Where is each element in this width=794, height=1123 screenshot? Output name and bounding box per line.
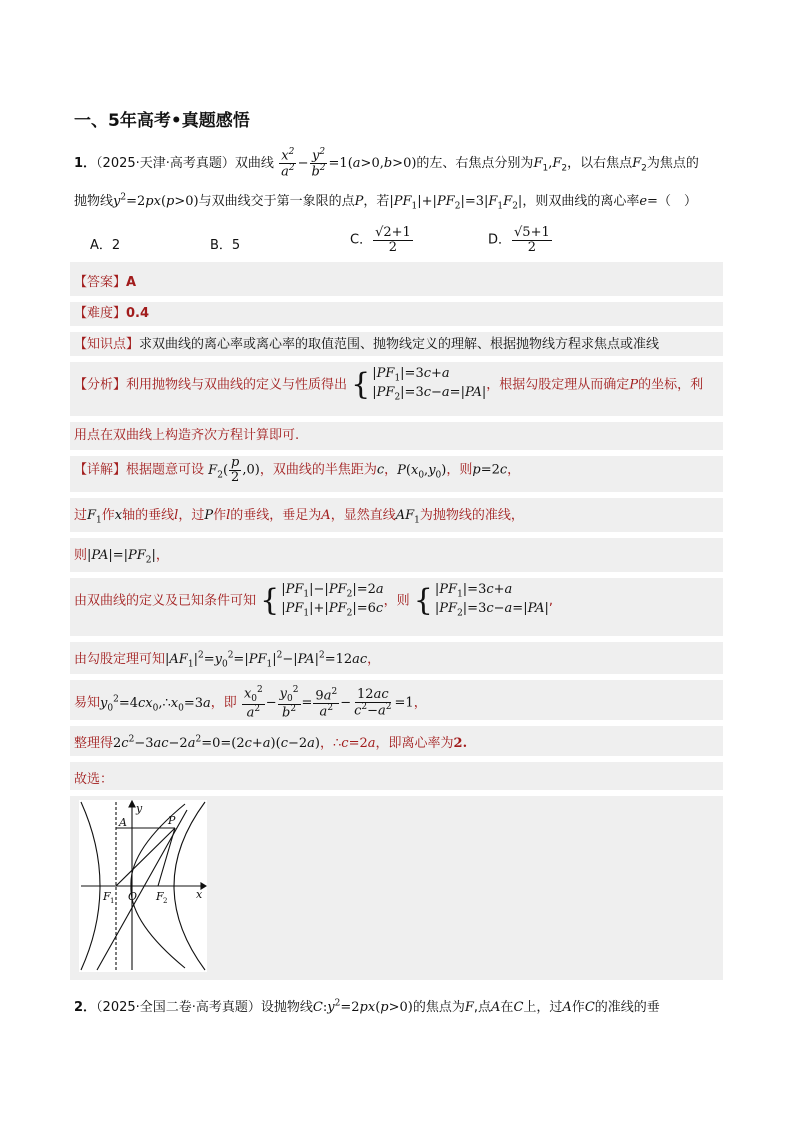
q1-option-c[interactable]: C． $\frac{√2+1}{2}$ <box>350 225 411 255</box>
y-axis-arrow <box>129 801 135 807</box>
detail-line7: 整理得$2c^2-3ac-2a^2=0=(2c+a)(c-2a)$，∴c=2a，即离心率为2. <box>74 734 468 751</box>
analysis-line1: 【分析】利用抛物线与双曲线的定义与性质得出 { $|PF_1|=3c+a$ $|PF_2|=3c-a=|PA|$ ，根据勾股定理从而确定P的坐标，利 <box>74 366 704 403</box>
difficulty-line: 【难度】0.4 <box>74 306 150 321</box>
knowledge-line: 【知识点】求双曲线的离心率或离心率的取值范围、抛物线定义的理解、根据抛物线方程求焦点或准线 <box>74 337 660 352</box>
detail-line3: 则$|PA|=|PF_2|$， <box>74 548 169 566</box>
detail-line4: 由双曲线的定义及已知条件可知 { $|PF_1|-|PF_2|=2a$ $|PF_1|+|PF_2|=6c$ ，则 { $|PF_1|=3c+a$ $|PF_2|=3c-a=|PA|$ , <box>74 582 554 619</box>
q1-option-b[interactable]: B．5 <box>210 238 241 253</box>
fig-label-f2: F <box>156 890 164 903</box>
answer-line: 【答案】A <box>74 275 137 290</box>
hyperbola-parabola-figure <box>79 800 207 972</box>
fig-label-o: O <box>128 890 138 903</box>
analysis-line2: 用点在双曲线上构造齐次方程计算即可. <box>74 428 300 443</box>
detail-line5: 由勾股定理可知$|AF_1|^2=y_0^2=|PF_1|^2-|PA|^2=12ac$， <box>74 650 381 670</box>
q1-line2: 抛物线$y^2=2px(p>0)$与双曲线交于第一象限的点P，若$|PF_1|+|PF_2|=3|F_1F_2|$，则双曲线的离心率e=（ ） <box>74 192 697 212</box>
fig-label-y: y <box>136 802 143 815</box>
fig-label-x: x <box>196 888 203 901</box>
detail-line2: 过$F_1$作x轴的垂线l，过P作l的垂线，垂足为A，显然直线$AF_1$为抛物线的准线， <box>74 508 524 526</box>
fig-label-a: A <box>119 816 127 829</box>
fig-label-p: P <box>168 814 176 827</box>
q1-option-a[interactable]: A．2 <box>90 238 121 253</box>
detail-line1: 【详解】根据题意可设 $F_2$( $\frac{p}{2}$ ,0)，双曲线的半焦距为c，$P(x_0,y_0)$，则p=2c， <box>74 455 521 485</box>
fig-label-f1: F <box>103 890 111 903</box>
q1-option-d[interactable]: D． $\frac{√5+1}{2}$ <box>488 225 550 255</box>
svg-text:2: 2 <box>163 897 168 905</box>
q2-line1: 2．（2025·全国二卷·高考真题）设抛物线$C:y^2=2px(p>0)$的焦点为F,点A在C上，过A作C的准线的垂 <box>74 998 660 1015</box>
svg-text:1: 1 <box>110 897 115 905</box>
guxuan-line: 故选： <box>74 772 114 787</box>
q1-line1: 1．（2025·天津·高考真题）双曲线 $\frac{x^2}{a^2}$ − $\frac{y^2}{b^2}$ =1(a>0,b>0)的左、右焦点分别为$F_1,F_2$，以右焦点$F_2$为焦点的 <box>74 147 699 180</box>
section-title: 一、5年高考•真题感悟 <box>74 111 250 131</box>
detail-line6: 易知$y_0^2=4cx_0,\therefore x_0=3a$，即 $\frac{x_0^2}{a^2}$ − $\frac{y_0^2}{b^2}$ = $\frac{9a^2}{a^2}$ − $\frac{12ac}{c^2-a^2}$ =1， <box>74 685 427 721</box>
